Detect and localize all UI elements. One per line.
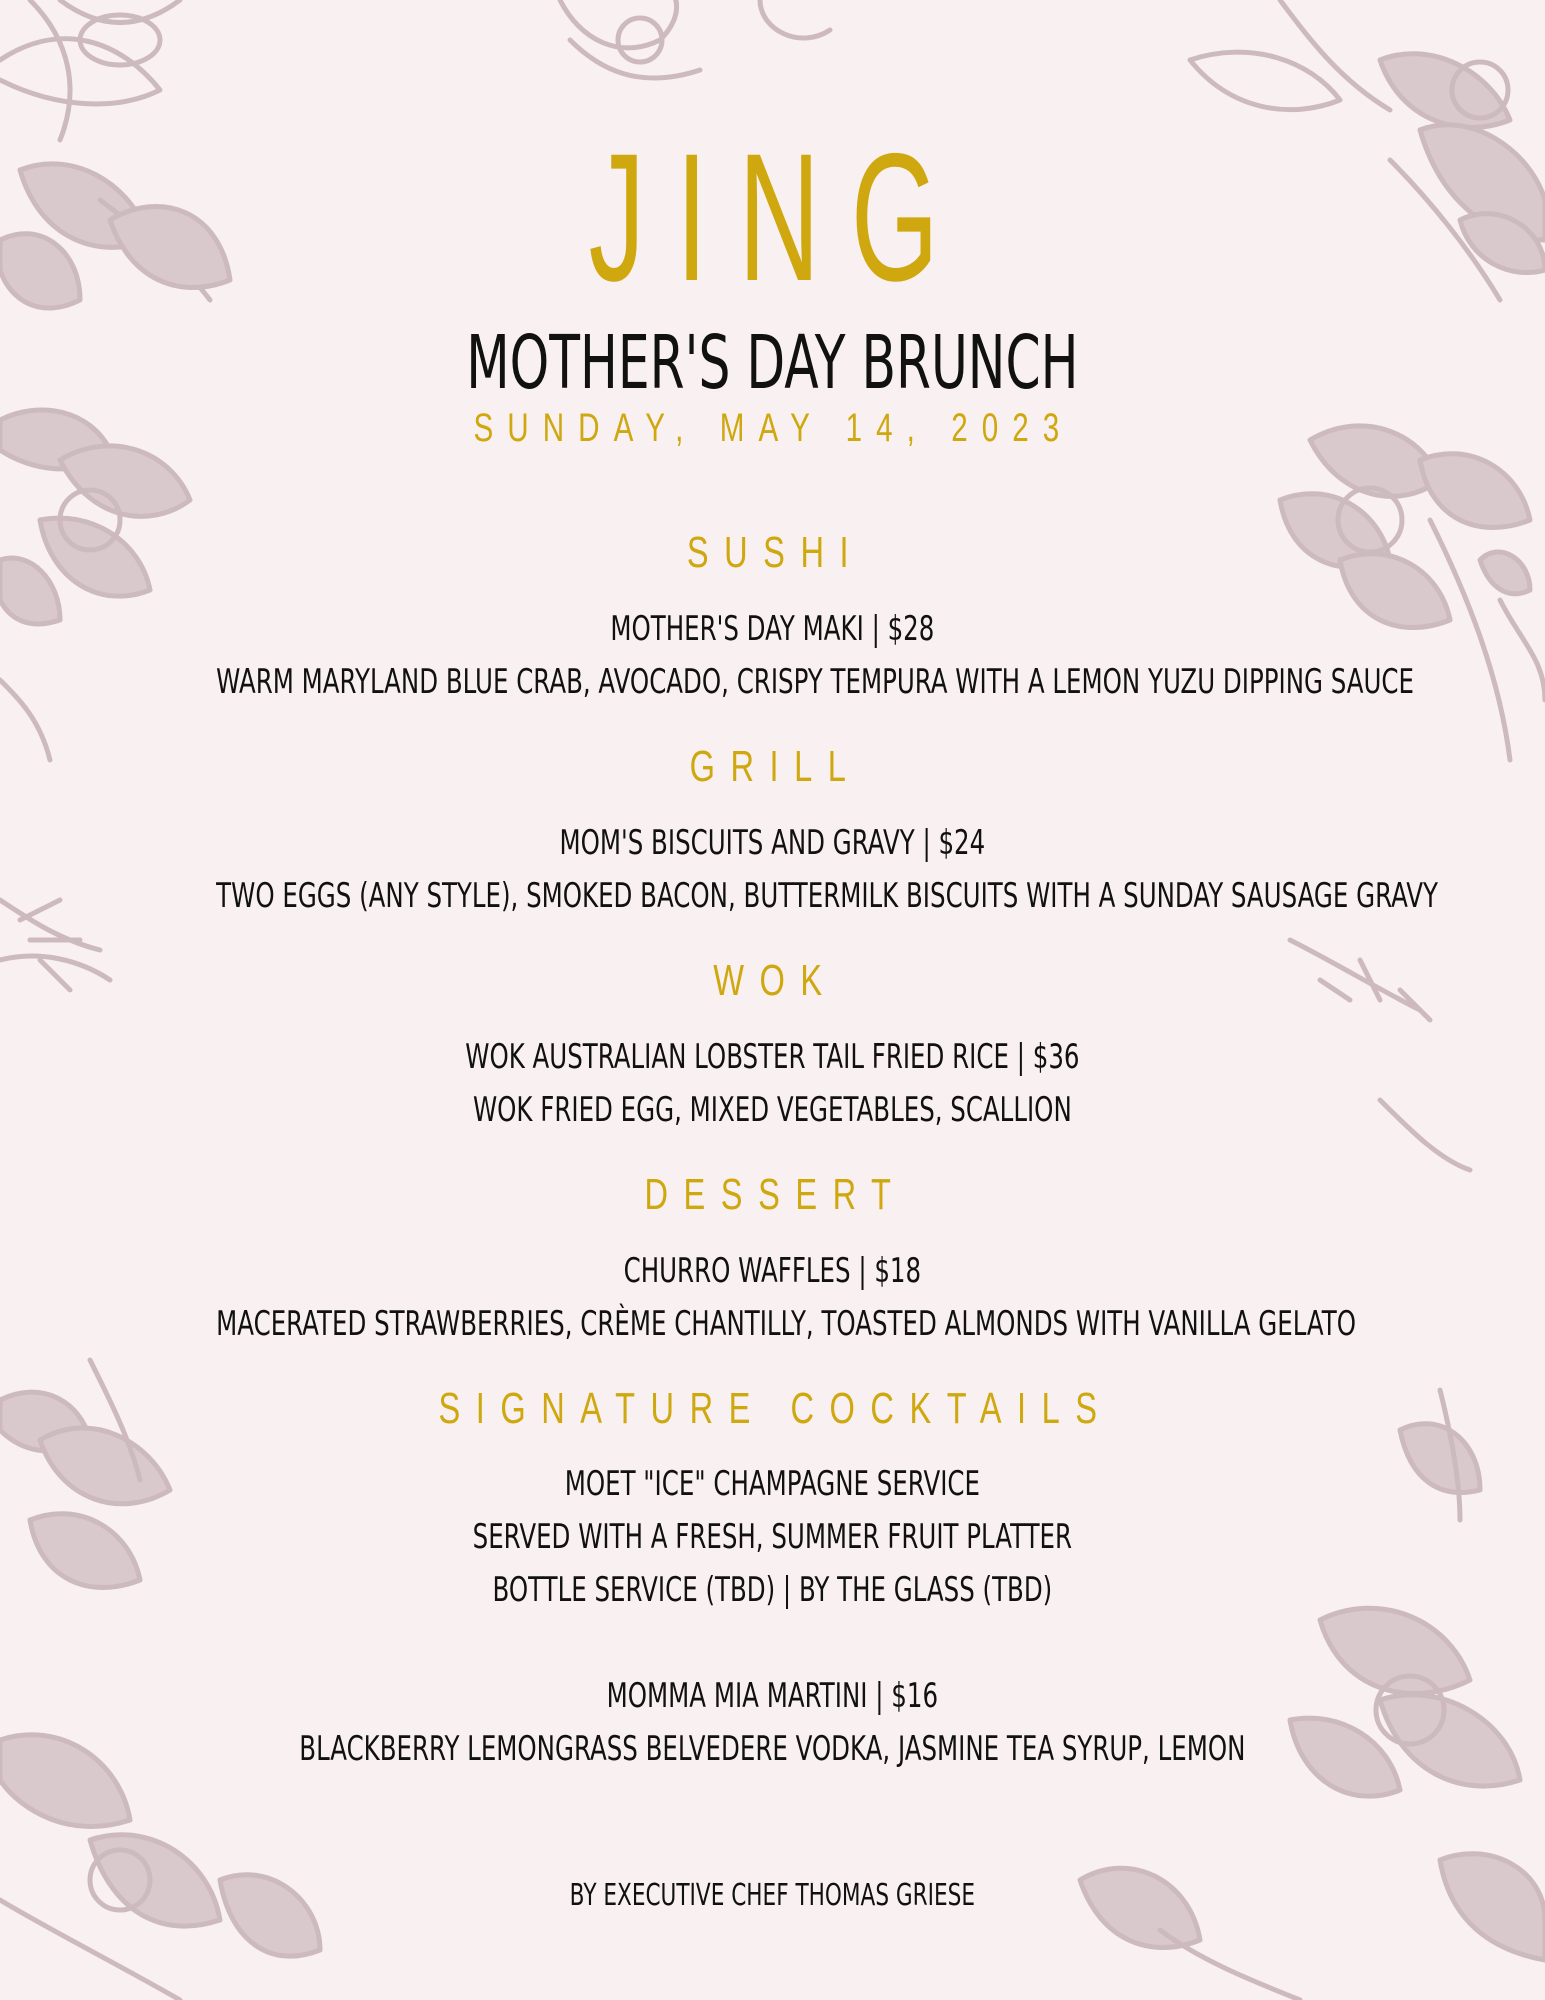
section-title-sushi: SUSHI xyxy=(686,528,865,577)
menu-item-name-price: CHURRO WAFFLES | $18 xyxy=(623,1251,922,1291)
top-left-floral xyxy=(0,0,230,308)
menu-item-description: WARM MARYLAND BLUE CRAB, AVOCADO, CRISPY TEMPURA WITH A LEMON YUZU DIPPING SAUCE xyxy=(216,662,1415,702)
restaurant-logo-wordmark: JING xyxy=(588,115,970,319)
section-title-signature-cocktails: SIGNATURE COCKTAILS xyxy=(438,1384,1113,1433)
section-title-wok: WOK xyxy=(713,956,838,1005)
menu-item-name: MOET "ICE" CHAMPAGNE SERVICE xyxy=(564,1464,981,1504)
menu-item-pricing: BOTTLE SERVICE (TBD) | BY THE GLASS (TBD) xyxy=(492,1570,1053,1610)
event-date: SUNDAY, MAY 14, 2023 xyxy=(473,406,1074,450)
menu-item-description: BLACKBERRY LEMONGRASS BELVEDERE VODKA, JASMINE TEA SYRUP, LEMON xyxy=(299,1729,1246,1769)
menu-headline: MOTHER'S DAY BRUNCH xyxy=(466,320,1079,406)
menu-item-description: MACERATED STRAWBERRIES, CRÈME CHANTILLY, TOASTED ALMONDS WITH VANILLA GELATO xyxy=(216,1304,1356,1344)
menu-item-description: TWO EGGS (ANY STYLE), SMOKED BACON, BUTTERMILK BISCUITS WITH A SUNDAY SAUSAGE GRAVY xyxy=(216,876,1438,916)
top-center-flower xyxy=(560,0,830,78)
section-title-dessert: DESSERT xyxy=(644,1170,907,1219)
menu-item-name-price: MOM'S BISCUITS AND GRAVY | $24 xyxy=(559,823,986,863)
menu-item-name-price: WOK AUSTRALIAN LOBSTER TAIL FRIED RICE | $36 xyxy=(465,1037,1080,1077)
section-title-grill: GRILL xyxy=(689,742,862,791)
menu-item-name-price: MOMMA MIA MARTINI | $16 xyxy=(606,1676,939,1716)
left-middle-flower xyxy=(0,410,190,990)
menu-item-description: WOK FRIED EGG, MIXED VEGETABLES, SCALLION xyxy=(472,1090,1072,1130)
chef-credit: BY EXECUTIVE CHEF THOMAS GRIESE xyxy=(569,1878,976,1913)
menu-item-description: SERVED WITH A FRESH, SUMMER FRUIT PLATTER xyxy=(472,1517,1073,1557)
menu-item-name-price: MOTHER'S DAY MAKI | $28 xyxy=(610,609,935,649)
